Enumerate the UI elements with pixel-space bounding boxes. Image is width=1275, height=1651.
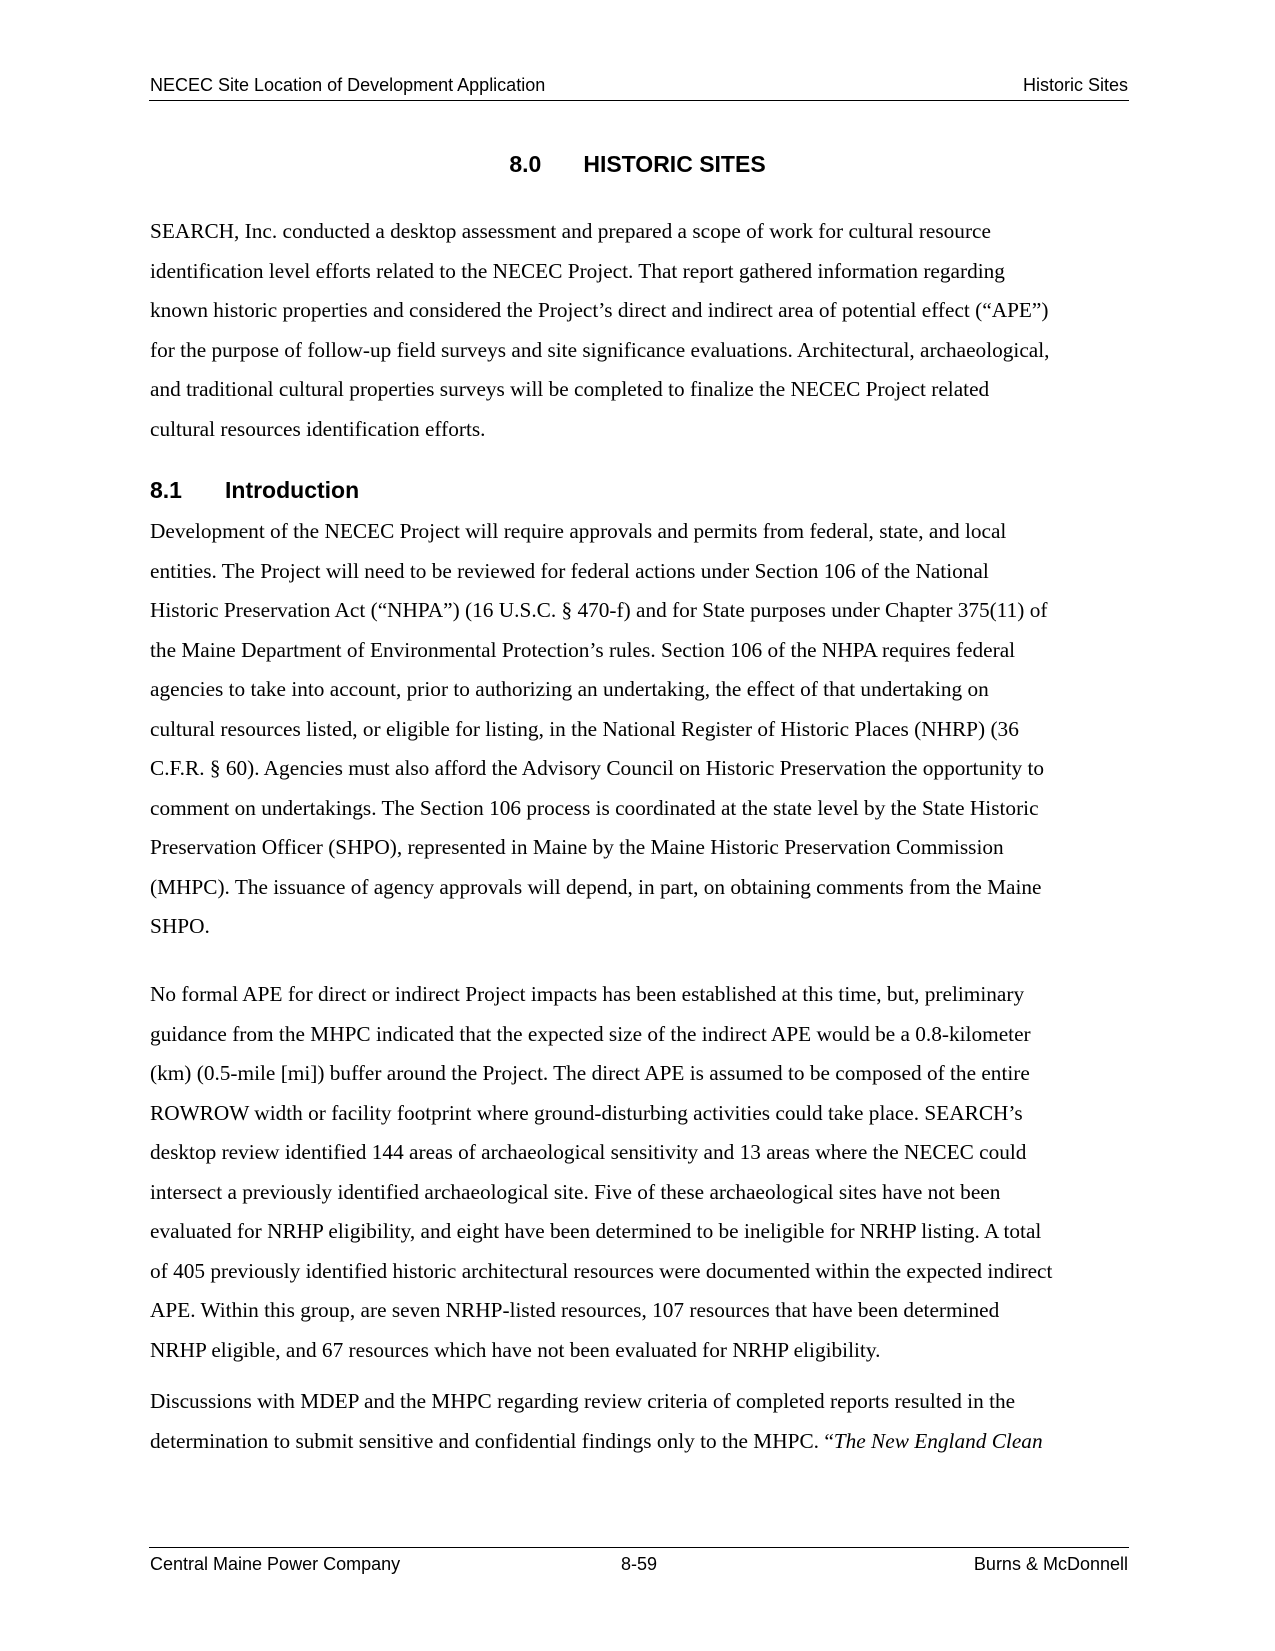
paragraph-line: intersect a previously identified archaeological site. Five of these archaeological sites have not been — [150, 1179, 1001, 1204]
subsection-number: 8.1 — [150, 477, 182, 503]
page-header — [149, 72, 1129, 101]
introduction-paragraph-1 — [150, 512, 1130, 947]
paragraph-line: cultural resources identification efforts. — [150, 416, 486, 441]
paragraph-line: guidance from the MHPC indicated that the expected size of the indirect APE would be a 0.8-kilometer — [150, 1021, 1031, 1046]
paragraph-line: Historic Preservation Act (“NHPA”) (16 U.S.C. § 470-f) and for State purposes under Chapter 375(11) of — [150, 598, 1048, 622]
paragraph-line: evaluated for NRHP eligibility, and eight have been determined to be ineligible for NRHP listing. A total — [150, 1219, 1042, 1243]
subsection-heading — [150, 477, 359, 504]
header-section-name: Historic Sites — [1022, 75, 1128, 95]
paragraph-line: NRHP eligible, and 67 resources which have not been evaluated for NRHP eligibility. — [150, 1337, 881, 1362]
italic-title-text: The New England Clean — [833, 1428, 1043, 1453]
paragraph-line: identification level efforts related to the NECEC Project. That report gathered information regarding — [150, 258, 1005, 283]
page-number: 8-59 — [620, 1554, 658, 1574]
paragraph-line: (MHPC). The issuance of agency approvals will depend, in part, on obtaining comments from the Maine — [150, 874, 1042, 899]
footer-company: Central Maine Power Company — [150, 1554, 401, 1574]
paragraph-text: determination to submit sensitive and confidential findings only to the MHPC. “ — [150, 1428, 834, 1453]
paragraph-line: known historic properties and considered the Project’s direct and indirect area of potential effect (“APE”) — [150, 298, 1049, 322]
paragraph-line: Discussions with MDEP and the MHPC regarding review criteria of completed reports resulted in the — [150, 1389, 1016, 1413]
paragraph-line — [150, 1422, 1130, 1462]
paragraph-line: for the purpose of follow-up field surveys and site significance evaluations. Architectural, archaeological, — [150, 337, 1050, 362]
paragraph-line: comment on undertakings. The Section 106 process is coordinated at the state level by the State Historic — [150, 795, 1039, 820]
section-title: HISTORIC SITES — [583, 151, 766, 177]
paragraph-line: ROWROW width or facility footprint where ground-disturbing activities could take place. SEARCH’s — [150, 1100, 1023, 1125]
paragraph-line: APE. Within this group, are seven NRHP-listed resources, 107 resources that have been determined — [150, 1298, 1000, 1322]
paragraph-line: desktop review identified 144 areas of archaeological sensitivity and 13 areas where the NECEC could — [150, 1140, 1027, 1164]
paragraph-line: SEARCH, Inc. conducted a desktop assessment and prepared a scope of work for cultural resource — [150, 219, 991, 243]
paragraph-line: Development of the NECEC Project will require approvals and permits from federal, state, and local — [150, 519, 1007, 543]
paragraph-line: (km) (0.5-mile [mi]) buffer around the Project. The direct APE is assumed to be composed of the entire — [150, 1061, 1030, 1085]
section-heading — [0, 151, 1275, 178]
paragraph-line: the Maine Department of Environmental Protection’s rules. Section 106 of the NHPA requires federal — [150, 637, 1016, 662]
paragraph-line: agencies to take into account, prior to authorizing an undertaking, the effect of that undertaking on — [150, 677, 989, 701]
page-footer — [149, 1547, 1129, 1582]
paragraph-line: of 405 previously identified historic architectural resources were documented within the expected indirect — [150, 1258, 1053, 1283]
introduction-paragraph-2 — [150, 975, 1130, 1370]
intro-paragraph — [150, 212, 1130, 449]
paragraph-line: C.F.R. § 60). Agencies must also afford the Advisory Council on Historic Preservation the opportunity to — [150, 756, 1045, 780]
paragraph-line: entities. The Project will need to be reviewed for federal actions under Section 106 of the National — [150, 558, 989, 583]
section-number: 8.0 — [509, 151, 542, 177]
paragraph-line: SHPO. — [150, 914, 210, 938]
paragraph-line: and traditional cultural properties surveys will be completed to finalize the NECEC Project related — [150, 377, 990, 401]
paragraph-line: No formal APE for direct or indirect Project impacts has been established at this time, but, preliminary — [150, 982, 1025, 1006]
introduction-paragraph-3 — [150, 1382, 1130, 1461]
footer-firm: Burns & McDonnell — [973, 1554, 1128, 1574]
header-document-title: NECEC Site Location of Development Application — [150, 75, 546, 95]
subsection-title: Introduction — [225, 477, 360, 503]
paragraph-line: Preservation Officer (SHPO), represented in Maine by the Maine Historic Preservation Commission — [150, 835, 1004, 859]
paragraph-line: cultural resources listed, or eligible for listing, in the National Register of Historic Places (NHRP) (36 — [150, 716, 1019, 741]
